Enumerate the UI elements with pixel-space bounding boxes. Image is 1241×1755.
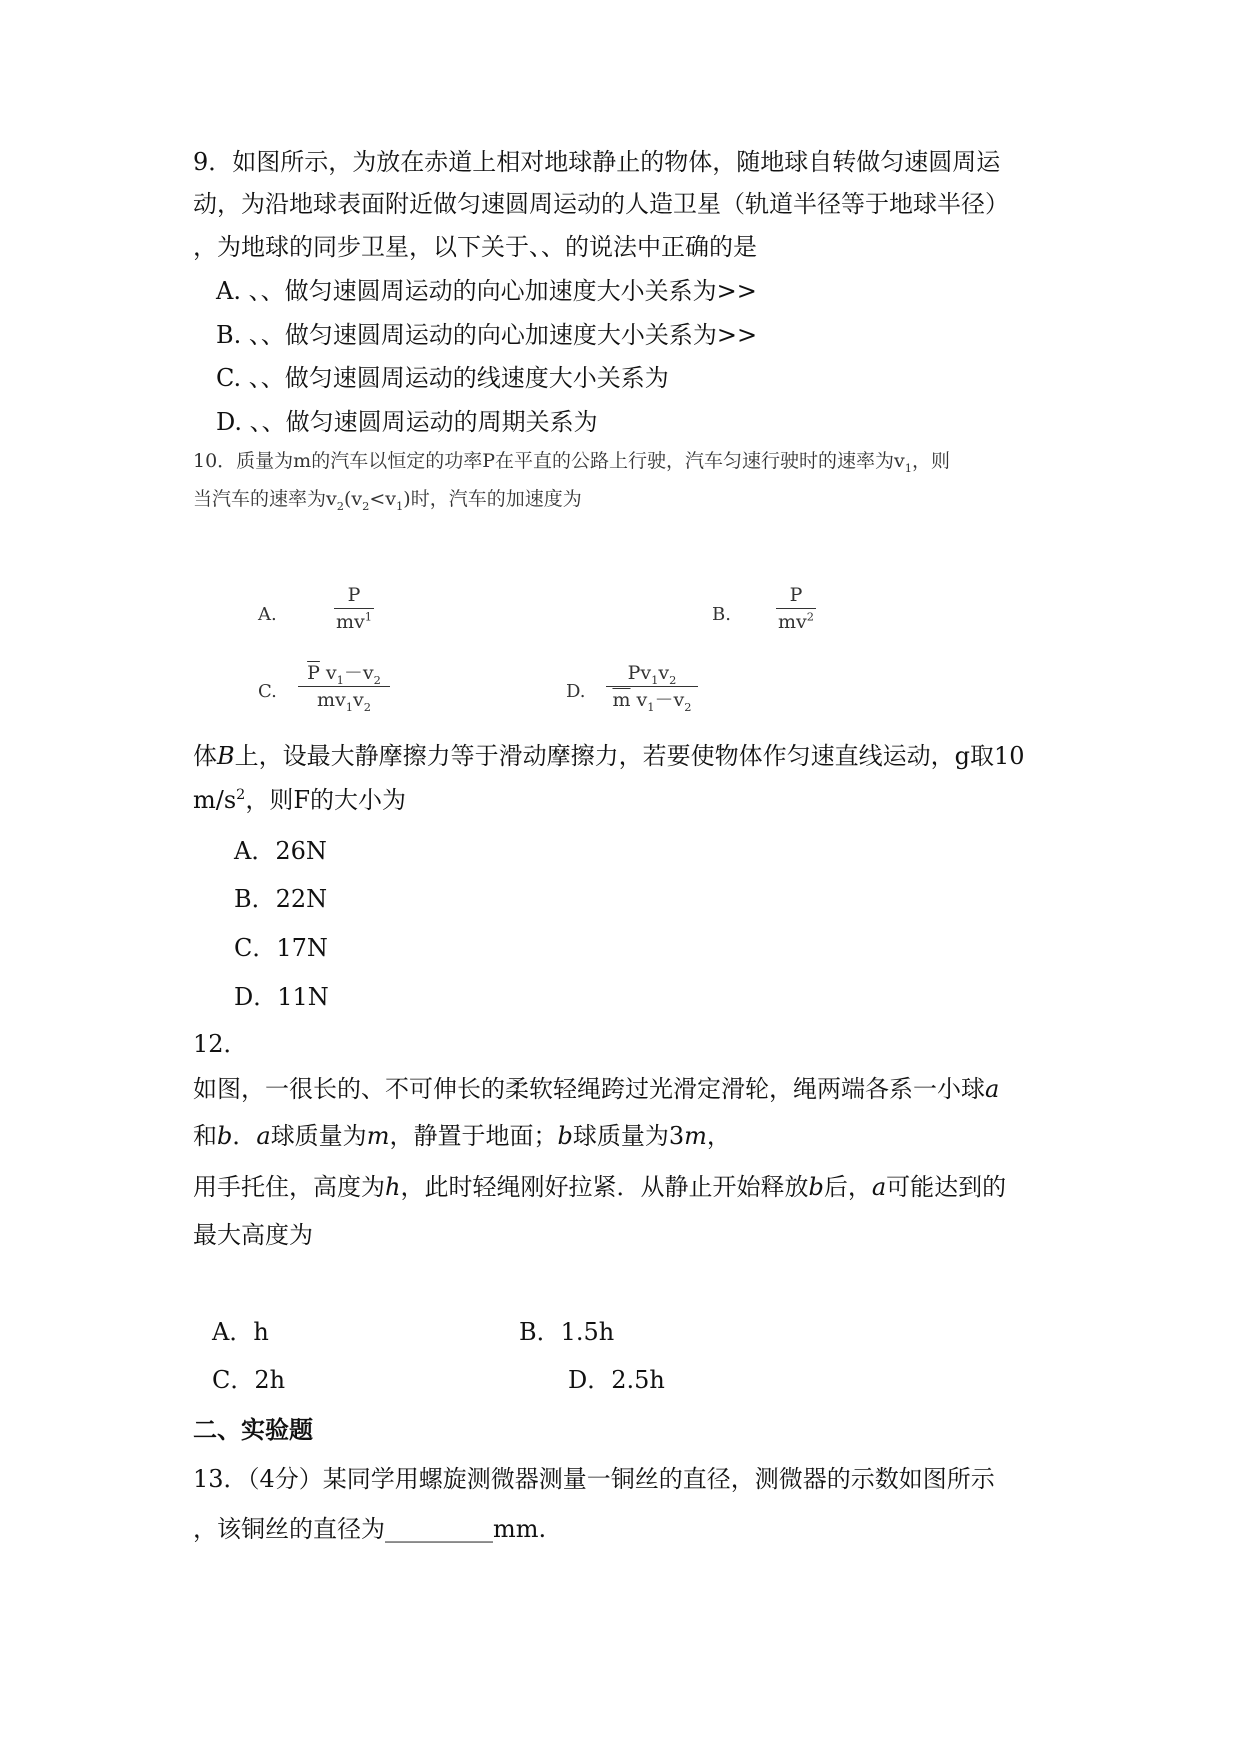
denominator-text: mv (777, 611, 807, 633)
q9-line-3: ，为地球的同步卫星，以下关于、、的说法中正确的是 (193, 233, 757, 261)
subscript: 2 (373, 672, 381, 687)
denominator (334, 609, 374, 635)
num-text: v (319, 662, 337, 684)
q12-option-a: A．h (212, 1318, 269, 1346)
q10-text: ，则 (911, 450, 950, 472)
denominator (298, 687, 390, 713)
q9-line-2: 动，为沿地球表面附近做匀速圆周运动的人造卫星（轨道半径等于地球半径） (193, 190, 1009, 218)
den-text: －v (654, 689, 685, 711)
denominator (606, 687, 698, 713)
italic-var: a (256, 1122, 271, 1150)
denominator-text: mv (335, 611, 365, 633)
subscript: 1 (396, 498, 404, 513)
q11-text: ，则F的大小为 (245, 786, 406, 814)
superscript: 1 (364, 609, 372, 624)
q9-option-a: A. 、、做匀速圆周运动的向心加速度大小关系为>> (216, 277, 757, 305)
q12-text: ，此时轻绳刚好拉紧．从静止开始释放 (400, 1173, 809, 1201)
q10-option-b-fraction (776, 582, 816, 635)
subscript: 1 (904, 460, 912, 475)
q12-option-c: C．2h (212, 1366, 286, 1394)
q11-text: 体 (193, 742, 217, 770)
subscript: 2 (363, 699, 371, 714)
q13-line-1: 13．（4分）某同学用螺旋测微器测量一铜丝的直径，测微器的示数如图所示 (193, 1465, 995, 1493)
subscript: 1 (345, 699, 354, 714)
italic-var: m (684, 1122, 707, 1150)
q9-option-b: B. 、、做匀速圆周运动的向心加速度大小关系为>> (216, 321, 758, 349)
q12-option-d: D．2.5h (568, 1366, 665, 1394)
q10-text: )时，汽车的加速度为 (403, 488, 582, 510)
subscript: 1 (647, 699, 655, 714)
q12-text: ，静置于地面； (389, 1122, 558, 1150)
italic-var: h (385, 1173, 401, 1201)
q12-line-3 (193, 1172, 1006, 1202)
q12-text: ， (706, 1122, 731, 1150)
q11-text: 上，设最大静摩擦力等于滑动摩擦力，若要使物体作匀速直线运动，g取10 (234, 742, 1025, 770)
q10-option-a-fraction (334, 582, 374, 635)
q13-line-2 (193, 1514, 546, 1544)
q10-option-d-label: D. (566, 681, 586, 702)
italic-var: b (557, 1122, 573, 1150)
q11-option-d: D．11N (234, 983, 329, 1011)
q10-line-1 (193, 446, 950, 476)
q9-option-d: D. 、、做匀速圆周运动的周期关系为 (216, 408, 598, 436)
q12-line-1 (193, 1074, 999, 1104)
p-symbol: $\overline{P}$ (307, 662, 320, 684)
italic-var: a (871, 1173, 887, 1201)
q11-line-1 (193, 741, 1025, 771)
q11-option-c: C．17N (234, 934, 328, 962)
q10-option-a-label: A. (258, 604, 277, 625)
num-text: v (658, 662, 670, 684)
italic-var: a (985, 1075, 1000, 1103)
numerator: P (789, 584, 803, 606)
q13-text: ，该铜丝的直径为 (193, 1515, 385, 1543)
italic-var: b (808, 1173, 824, 1201)
q10-text: <v (369, 488, 397, 510)
subscript: 1 (336, 672, 344, 687)
q11-text: m/s (193, 786, 237, 814)
subscript: 2 (684, 699, 692, 714)
q12-text: 和 (193, 1122, 217, 1150)
q12-text: ． (232, 1122, 257, 1150)
den-text: v (630, 689, 648, 711)
q10-option-c-fraction (298, 660, 390, 713)
q12-text: 用手托住，高度为 (193, 1173, 385, 1201)
superscript: 2 (236, 787, 246, 803)
subscript: 2 (669, 672, 677, 687)
q12-text: 如图，一很长的、不可伸长的柔软轻绳跨过光滑定滑轮，绳两端各系一小球 (193, 1075, 985, 1103)
q13-text: mm. (493, 1515, 547, 1543)
italic-var: B (217, 742, 235, 770)
q10-text: 10．质量为m的汽车以恒定的功率P在平直的公路上行驶，汽车匀速行驶时的速率为v (193, 450, 905, 472)
q12-text: 球质量为 (270, 1122, 367, 1150)
numerator (606, 660, 698, 686)
numerator: P (347, 584, 361, 606)
subscript: 1 (651, 672, 659, 687)
q10-line-2 (193, 484, 582, 514)
q11-option-a: A．26N (234, 837, 327, 865)
m-symbol: $\overline{m}$ (612, 689, 631, 711)
q12-option-b: B．1.5h (519, 1318, 615, 1346)
section-title: 二、实验题 (193, 1415, 313, 1444)
subscript: 2 (362, 498, 370, 513)
den-text: v (353, 689, 364, 711)
q10-option-c-label: C. (258, 681, 277, 702)
q10-text: (v (343, 488, 363, 510)
numerator (298, 660, 390, 686)
q12-text: 球质量为3 (572, 1122, 685, 1150)
superscript: 2 (806, 609, 814, 624)
q10-option-d-fraction (606, 660, 698, 713)
q11-line-2 (193, 785, 406, 815)
answer-blank: _________ (385, 1515, 493, 1543)
q12-line-4: 最大高度为 (193, 1221, 313, 1249)
den-text: mv (317, 689, 346, 711)
q9-line-1: 9．如图所示，为放在赤道上相对地球静止的物体，随地球自转做匀速圆周运 (193, 148, 1001, 176)
italic-var: m (366, 1122, 390, 1150)
q9-option-c: C. 、、做匀速圆周运动的线速度大小关系为 (216, 364, 669, 392)
q10-option-b-label: B. (712, 604, 731, 625)
q12-line-2 (193, 1121, 731, 1151)
q12-text: 后， (823, 1173, 872, 1201)
subscript: 2 (336, 498, 344, 513)
italic-var: b (217, 1122, 233, 1150)
denominator (776, 609, 816, 635)
q12-text: 可能达到的 (886, 1173, 1007, 1201)
num-text: －v (343, 662, 374, 684)
num-text: Pv (627, 662, 652, 684)
q12-number: 12． (193, 1030, 248, 1058)
q11-option-b: B．22N (234, 885, 328, 913)
q10-text: 当汽车的速率为v (193, 488, 337, 510)
